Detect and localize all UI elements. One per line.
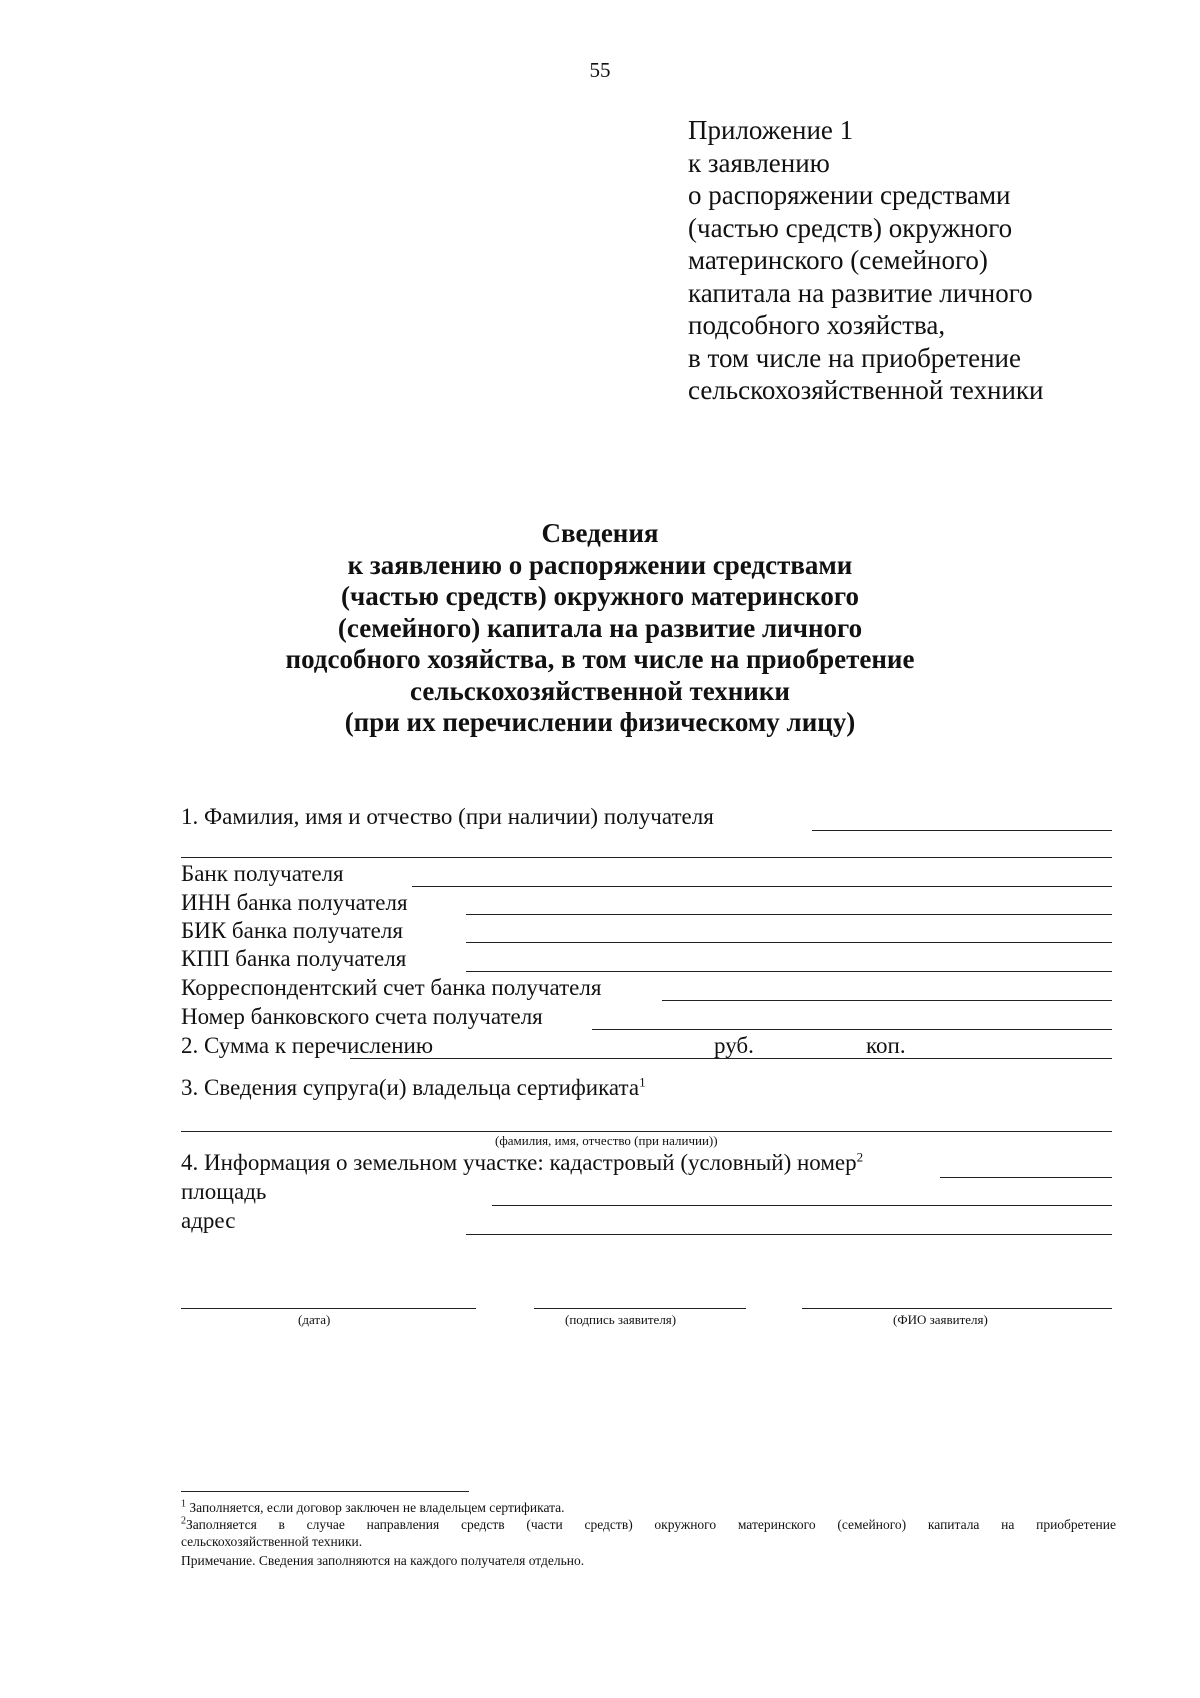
spouse-caption: (фамилия, имя, отчество (при наличии)) bbox=[495, 1133, 718, 1148]
bik-label: БИК банка получателя bbox=[181, 918, 403, 943]
page-number: 55 bbox=[589, 58, 611, 82]
recipient-name-label: 1. Фамилия, имя и отчество (при наличии) получателя bbox=[181, 804, 714, 829]
appendix-line: к заявлению bbox=[688, 147, 830, 178]
account-number-label: Номер банковского счета получателя bbox=[181, 1004, 543, 1029]
footnote-note: Примечание. Сведения заполняются на каждого получателя отдельно. bbox=[181, 1553, 585, 1568]
recipient-name-line[interactable] bbox=[812, 830, 1112, 831]
corr-account-line[interactable] bbox=[662, 1000, 1112, 1001]
footnote-ref-2: 2 bbox=[856, 1149, 864, 1165]
address-label: адрес bbox=[181, 1208, 236, 1233]
appendix-line: подсобного хозяйства, bbox=[688, 310, 946, 340]
spouse-line[interactable] bbox=[181, 1131, 1112, 1132]
amount-line[interactable] bbox=[350, 1058, 1112, 1059]
appendix-line: капитала на развитие личного bbox=[688, 277, 1033, 308]
title-line: Сведения bbox=[541, 518, 659, 548]
date-line[interactable] bbox=[181, 1308, 476, 1309]
area-line[interactable] bbox=[492, 1205, 1112, 1206]
footnotes bbox=[181, 1499, 1116, 1569]
appendix-line: сельскохозяйственной техники bbox=[688, 375, 1044, 405]
kpp-label: КПП банка получателя bbox=[181, 946, 407, 971]
signature-caption: (подпись заявителя) bbox=[565, 1312, 677, 1327]
appendix-line: (частью средств) окружного bbox=[688, 212, 1013, 243]
title-line: (семейного) капитала на развитие личного bbox=[337, 612, 863, 643]
land-info-label: 4. Информация о земельном участке: кадастровый (условный) номер$^2$ bbox=[181, 1149, 864, 1175]
appendix-line: о распоряжении средствами bbox=[688, 180, 1011, 210]
title-line: (при их перечислении физическому лицу) bbox=[344, 707, 856, 737]
footnote-1: $^1$ Заполняется, если договор заключен не владельцем сертификата. bbox=[181, 1498, 565, 1515]
footnote-separator bbox=[181, 1491, 469, 1492]
recipient-name-line-2[interactable] bbox=[181, 857, 1112, 858]
fio-caption: (ФИО заявителя) bbox=[893, 1312, 988, 1327]
corr-account-label: Корреспондентский счет банка получателя bbox=[181, 975, 602, 1000]
date-caption: (дата) bbox=[298, 1312, 331, 1327]
address-line[interactable] bbox=[466, 1234, 1112, 1235]
bik-line[interactable] bbox=[466, 942, 1112, 943]
bank-line[interactable] bbox=[412, 886, 1112, 887]
area-label: площадь bbox=[181, 1179, 267, 1204]
fio-line[interactable] bbox=[802, 1308, 1112, 1309]
rub-label: руб. bbox=[714, 1033, 754, 1058]
cadastral-number-line[interactable] bbox=[940, 1177, 1112, 1178]
appendix-line: Приложение 1 bbox=[688, 115, 854, 145]
appendix-line: в том числе на приобретение bbox=[688, 342, 1021, 373]
footnote-2: $^2$Заполняется в случае направления средств (части средств) окружного материнского (семейного) капитала на приобретение bbox=[181, 1515, 1116, 1532]
appendix-header bbox=[688, 114, 1044, 407]
appendix-line: материнского (семейного) bbox=[688, 245, 988, 275]
account-number-line[interactable] bbox=[592, 1029, 1112, 1030]
title-line: к заявлению о распоряжении средствами bbox=[347, 549, 853, 580]
inn-line[interactable] bbox=[466, 914, 1112, 915]
spouse-info-label: 3. Сведения супруга(и) владельца сертификата$^1$ bbox=[181, 1074, 646, 1100]
title-line: сельскохозяйственной техники bbox=[410, 675, 790, 706]
title-line: (частью средств) окружного материнского bbox=[341, 581, 859, 611]
signature-line[interactable] bbox=[534, 1308, 746, 1309]
kop-label: коп. bbox=[866, 1033, 906, 1058]
title-line: подсобного хозяйства, в том числе на приобретение bbox=[285, 644, 915, 674]
footnote-2-cont: сельскохозяйственной техники. bbox=[181, 1534, 363, 1549]
kpp-line[interactable] bbox=[466, 971, 1112, 972]
bank-label: Банк получателя bbox=[181, 861, 344, 886]
footnote-ref-1: 1 bbox=[639, 1074, 646, 1090]
amount-label: 2. Сумма к перечислению bbox=[181, 1033, 434, 1058]
inn-label: ИНН банка получателя bbox=[181, 890, 408, 915]
document-title bbox=[0, 518, 1200, 739]
